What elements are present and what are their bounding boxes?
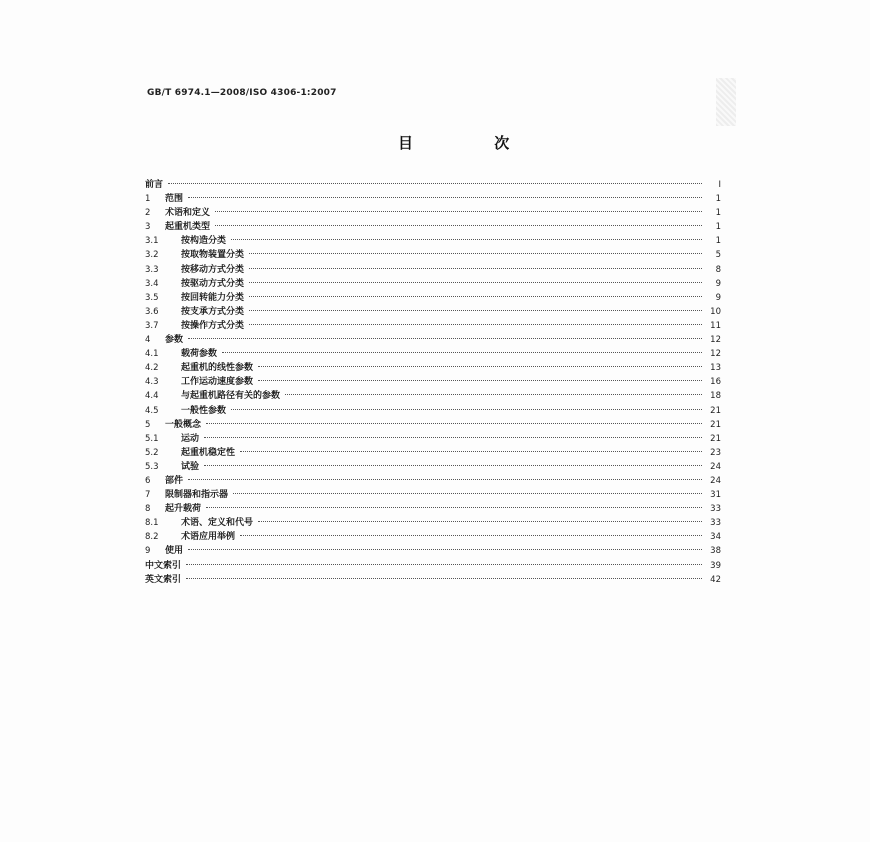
- toc-entry-page: 5: [715, 250, 721, 261]
- toc-entry-label: 中文索引: [145, 560, 182, 571]
- toc-entry-number: 3: [145, 222, 151, 233]
- toc-entry-page: 21: [710, 433, 721, 444]
- toc-entry-label: 按移动方式分类: [181, 264, 245, 275]
- toc-entry-label: 参数: [165, 335, 184, 346]
- toc-entry-label: 工作运动速度参数: [181, 377, 254, 388]
- toc-leader-dots: [233, 493, 702, 494]
- toc-entry[interactable]: [145, 220, 721, 234]
- toc-entry[interactable]: [145, 178, 721, 192]
- toc-entry-page: 39: [710, 560, 721, 571]
- toc-leader-dots: [249, 310, 702, 311]
- standard-code: GB/T 6974.1—2008/ISO 4306-1:2007: [147, 88, 337, 98]
- toc-entry-number: 5.2: [145, 447, 159, 458]
- toc-leader-dots: [231, 239, 702, 240]
- toc-entry-page: 1: [715, 236, 721, 247]
- toc-entry-label: 按操作方式分类: [181, 320, 245, 331]
- toc-entry[interactable]: [145, 404, 721, 418]
- toc-entry[interactable]: [145, 389, 721, 403]
- toc-leader-dots: [188, 338, 702, 339]
- toc-entry-label: 英文索引: [145, 574, 182, 585]
- toc-entry-number: 4: [145, 335, 151, 346]
- toc-leader-dots: [215, 225, 702, 226]
- toc-entry-label: 与起重机路径有关的参数: [181, 391, 281, 402]
- toc-entry-label: 起重机稳定性: [181, 447, 236, 458]
- toc-entry-page: 10: [710, 306, 721, 317]
- toc-entry-page: 1: [715, 194, 721, 205]
- toc-leader-dots: [249, 324, 702, 325]
- toc-entry-page: 33: [710, 504, 721, 515]
- toc-leader-dots: [206, 423, 702, 424]
- toc-leader-dots: [188, 549, 702, 550]
- toc-leader-dots: [258, 521, 702, 522]
- toc-leader-dots: [186, 578, 702, 579]
- toc-entry-label: 术语和定义: [165, 208, 211, 219]
- toc-entry-label: 部件: [165, 475, 184, 486]
- toc-entry[interactable]: [145, 516, 721, 530]
- toc-entry[interactable]: [145, 375, 721, 389]
- toc-leader-dots: [215, 211, 702, 212]
- toc-entry-page: 1: [715, 208, 721, 219]
- toc-leader-dots: [188, 479, 702, 480]
- toc-entry[interactable]: [145, 432, 721, 446]
- toc-entry[interactable]: [145, 544, 721, 558]
- toc-entry-page: 1: [715, 222, 721, 233]
- toc-entry[interactable]: [145, 361, 721, 375]
- toc-leader-dots: [285, 394, 702, 395]
- toc-entry-number: 8.2: [145, 532, 159, 543]
- toc-entry-number: 3.5: [145, 292, 159, 303]
- toc-entry-page: 34: [710, 532, 721, 543]
- toc-leader-dots: [240, 535, 702, 536]
- toc-entry-page: 23: [710, 447, 721, 458]
- toc-leader-dots: [249, 268, 702, 269]
- toc-entry-label: 运动: [181, 433, 200, 444]
- toc-entry-label: 按取物装置分类: [181, 250, 245, 261]
- toc-entry[interactable]: [145, 502, 721, 516]
- toc-entry-number: 3.4: [145, 278, 159, 289]
- toc-entry[interactable]: [145, 530, 721, 544]
- toc-leader-dots: [222, 352, 702, 353]
- toc-entry[interactable]: [145, 460, 721, 474]
- toc-entry-number: 5.1: [145, 433, 159, 444]
- toc-entry-number: 4.4: [145, 391, 159, 402]
- toc-entry-label: 术语、定义和代号: [181, 518, 254, 529]
- toc-entry[interactable]: [145, 559, 721, 573]
- toc-entry-label: 使用: [165, 546, 184, 557]
- table-of-contents: [145, 178, 721, 587]
- toc-entry-page: 9: [715, 278, 721, 289]
- toc-leader-dots: [249, 282, 702, 283]
- toc-entry[interactable]: [145, 347, 721, 361]
- toc-entry-page: 24: [710, 475, 721, 486]
- toc-entry[interactable]: [145, 418, 721, 432]
- toc-entry-label: 起重机类型: [165, 222, 211, 233]
- toc-entry-label: 一般性参数: [181, 405, 227, 416]
- toc-entry-number: 4.5: [145, 405, 159, 416]
- toc-entry-page: 21: [710, 419, 721, 430]
- toc-entry-label: 按构造分类: [181, 236, 227, 247]
- toc-entry-page: 42: [710, 574, 721, 585]
- toc-leader-dots: [168, 183, 702, 184]
- toc-entry-number: 1: [145, 194, 151, 205]
- toc-entry-page: 33: [710, 518, 721, 529]
- toc-entry[interactable]: [145, 333, 721, 347]
- toc-entry-number: 5.3: [145, 461, 159, 472]
- toc-entry-number: 9: [145, 546, 151, 557]
- toc-entry[interactable]: [145, 277, 721, 291]
- toc-entry-label: 一般概念: [165, 419, 202, 430]
- toc-entry-label: 起升载荷: [165, 504, 202, 515]
- toc-entry-label: 按支承方式分类: [181, 306, 245, 317]
- toc-entry[interactable]: [145, 488, 721, 502]
- toc-entry[interactable]: [145, 305, 721, 319]
- toc-leader-dots: [249, 253, 702, 254]
- toc-entry-label: 限制器和指示器: [165, 490, 229, 501]
- toc-entry-page: 16: [710, 377, 721, 388]
- toc-entry[interactable]: [145, 446, 721, 460]
- toc-entry-number: 8: [145, 504, 151, 515]
- toc-entry[interactable]: [145, 192, 721, 206]
- toc-leader-dots: [240, 451, 702, 452]
- toc-entry-label: 载荷参数: [181, 349, 218, 360]
- toc-entry-page: 9: [715, 292, 721, 303]
- toc-entry-number: 4.2: [145, 363, 159, 374]
- toc-entry-number: 3.3: [145, 264, 159, 275]
- toc-entry[interactable]: [145, 263, 721, 277]
- scan-artifact: [716, 78, 736, 126]
- toc-leader-dots: [188, 197, 702, 198]
- toc-entry-page: 11: [710, 320, 721, 331]
- toc-entry[interactable]: [145, 248, 721, 262]
- toc-leader-dots: [206, 507, 702, 508]
- toc-entry[interactable]: [145, 234, 721, 248]
- toc-entry[interactable]: [145, 206, 721, 220]
- toc-entry-number: 6: [145, 475, 151, 486]
- toc-leader-dots: [204, 437, 702, 438]
- toc-entry-number: 3.6: [145, 306, 159, 317]
- toc-entry-page: I: [718, 180, 721, 190]
- toc-title: 目 次: [398, 134, 548, 152]
- toc-entry-label: 范围: [165, 194, 184, 205]
- toc-entry-number: 8.1: [145, 518, 159, 529]
- toc-entry-number: 3.7: [145, 320, 159, 331]
- toc-entry-label: 试验: [181, 461, 200, 472]
- toc-entry[interactable]: [145, 319, 721, 333]
- toc-entry-page: 21: [710, 405, 721, 416]
- toc-entry-page: 13: [710, 363, 721, 374]
- toc-entry-number: 2: [145, 208, 151, 219]
- toc-entry-page: 31: [710, 490, 721, 501]
- toc-leader-dots: [204, 465, 702, 466]
- toc-entry-number: 3.1: [145, 236, 159, 247]
- toc-entry-label: 按驱动方式分类: [181, 278, 245, 289]
- toc-entry[interactable]: [145, 573, 721, 587]
- toc-leader-dots: [186, 564, 702, 565]
- toc-entry-number: 4.3: [145, 377, 159, 388]
- toc-entry-number: 7: [145, 490, 151, 501]
- toc-entry-label: 按回转能力分类: [181, 292, 245, 303]
- toc-entry-label: 起重机的线性参数: [181, 363, 254, 374]
- toc-entry-number: 4.1: [145, 349, 159, 360]
- toc-entry-number: 3.2: [145, 250, 159, 261]
- toc-leader-dots: [258, 366, 702, 367]
- toc-entry-page: 18: [710, 391, 721, 402]
- toc-entry-label: 前言: [145, 180, 164, 190]
- toc-entry-number: 5: [145, 419, 151, 430]
- toc-entry-page: 24: [710, 461, 721, 472]
- toc-leader-dots: [258, 380, 702, 381]
- toc-entry-label: 术语应用举例: [181, 532, 236, 543]
- toc-entry[interactable]: [145, 291, 721, 305]
- toc-entry-page: 12: [710, 335, 721, 346]
- toc-leader-dots: [249, 296, 702, 297]
- toc-entry-page: 38: [710, 546, 721, 557]
- toc-entry[interactable]: [145, 474, 721, 488]
- toc-entry-page: 8: [715, 264, 721, 275]
- toc-entry-page: 12: [710, 349, 721, 360]
- toc-leader-dots: [231, 409, 702, 410]
